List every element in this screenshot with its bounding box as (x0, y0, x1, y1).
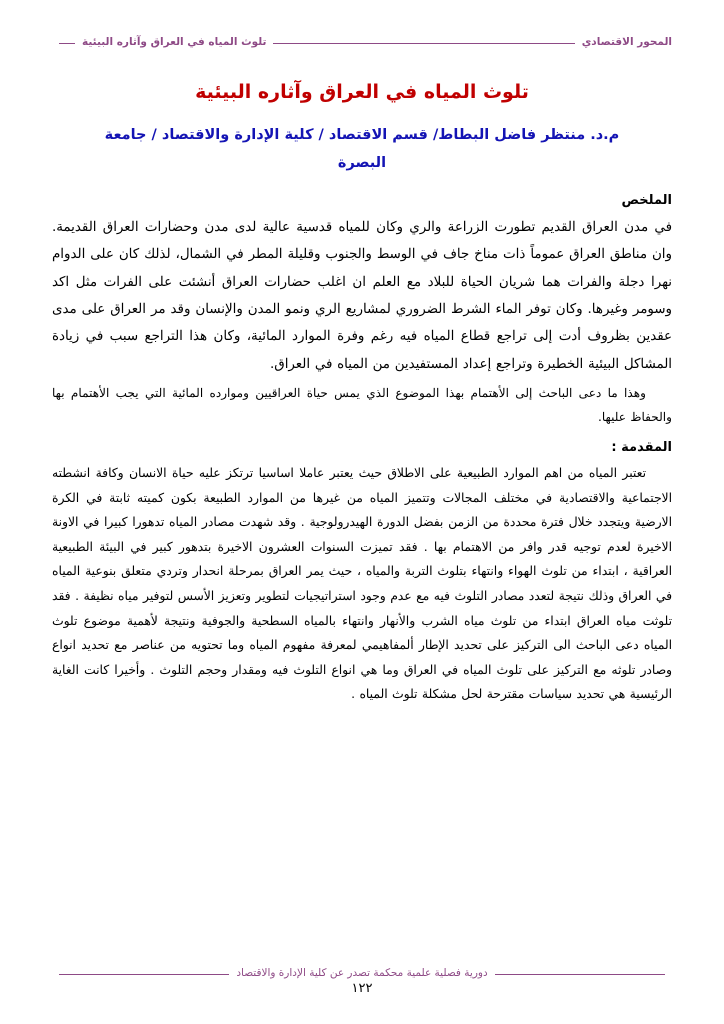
introduction-heading: المقدمة : (611, 439, 672, 455)
author-line-1: م.د. منتظر فاضل البطاط/ قسم الاقتصاد / كلية الإدارة والاقتصاد / جامعة (104, 126, 620, 143)
header-rule-right (273, 43, 574, 44)
running-header (52, 36, 672, 48)
footer-rule-right (495, 974, 665, 975)
header-rule-left (59, 43, 75, 44)
introduction-paragraph-1: تعتبر المياه من اهم الموارد الطبيعية على الاطلاق حيث يعتبر عاملا اساسيا ترتكز عليه حياة الانسان وكافة انشطته الاجتماعية والاقتصادية في مختلف المجالات وتتميز المياه من غيرها من الموارد الطبيعة بكون كميته ثابتة في الكرة الارضية ويتجدد خلال فترة محددة من الزمن بفضل الدورة الهيدرولوجية . وقد شهدت مصادر المياه تدهورا كبيرا في الاونة الاخيرة لعدم توجيه قدر وافر من الاهتمام بها . فقد تميزت السنوات العشرون الاخيرة بتدهور كبير في البيئة الطبيعية العراقية ، ابتداء من تلوث الهواء وانتهاء بتلوث التربة والمياه ، حيث يمر العراق بمرحلة انحدار وتردي متعلق بنوعية المياه في العراق وذلك نتيجة لتعدد مصادر التلوث فيه مع عدم وجود استراتيجيات لتطوير وتعزيز الأسس لتوفير مياه نظيفة . فقد تلوثت مياه العراق ابتداء من تلوث مياه الشرب والأنهار وانتهاء بالمياه السطحية والجوفية ونتيجة لأهمية موضوع تلوث المياه دعى الباحث الى التركيز على تحديد الإطار ألمفاهيمي لمعرفة مفهوم المياه وما تحتويه من عناصر مع تحديد انواع وصادر تلوثه مع التركيز على تلوث المياه في العراق وما هي انواع التلوث فيه ومقدار وحجم التلوث . وأخيرا كانت الغاية الرئيسية هي تحديد سياسات مقترحة لحل مشكلة تلوث المياه . (52, 465, 672, 702)
page-number: ١٢٢ (351, 981, 373, 996)
abstract-paragraph-1: في مدن العراق القديم تطورت الزراعة والري وكان للمياه قدسية عالية لدى مدن وحضارات العراق القديمة. وان مناطق العراق عموماً ذات مناخ جاف في الوسط والجنوب وقليلة المطر في الشمال، لذلك كان على الدوام نهرا دجلة والفرات هما شريان الحياة للبلاد مع العلم ان اغلب حضارات العراق أنشئت على الفرات مثل اكد وسومر وغيرها. وكان توفر الماء الشرط الضروري لمشاريع الري ونمو المدن والإنسان وقد مر العراق على مدى عقدين بظروف أدت إلى تراجع قطاع المياه فيه رغم وفرة الموارد المائية، وكان هذا التراجع سبب في زيادة المشاكل البيئية الخطيرة وتراجع إعداد المستفيدين من المياه في العراق. (52, 220, 672, 372)
abstract-heading: الملخص (621, 193, 672, 209)
footer-text: دورية فصلية علمية محكمة تصدر عن كلية الإدارة والاقتصاد (236, 967, 488, 979)
footer-rule-left (59, 974, 229, 975)
footer-wrapper (0, 967, 724, 996)
page-title: تلوث المياه في العراق وآثاره البيئية (195, 81, 529, 103)
header-center-text: تلوث المياه في العراق وآثاره البيئية (82, 36, 267, 48)
running-footer (52, 967, 672, 979)
header-right-text: المحور الاقتصادي (581, 36, 672, 48)
abstract-paragraph-2: وهذا ما دعى الباحث إلى الأهتمام بهذا الموضوع الذي يمس حياة العراقيين وموارده المائية التي يجب الأهتمام بها والحفاظ عليها. (52, 386, 672, 425)
author-affiliation-block (26, 121, 698, 178)
author-line-2: البصرة (337, 154, 387, 171)
